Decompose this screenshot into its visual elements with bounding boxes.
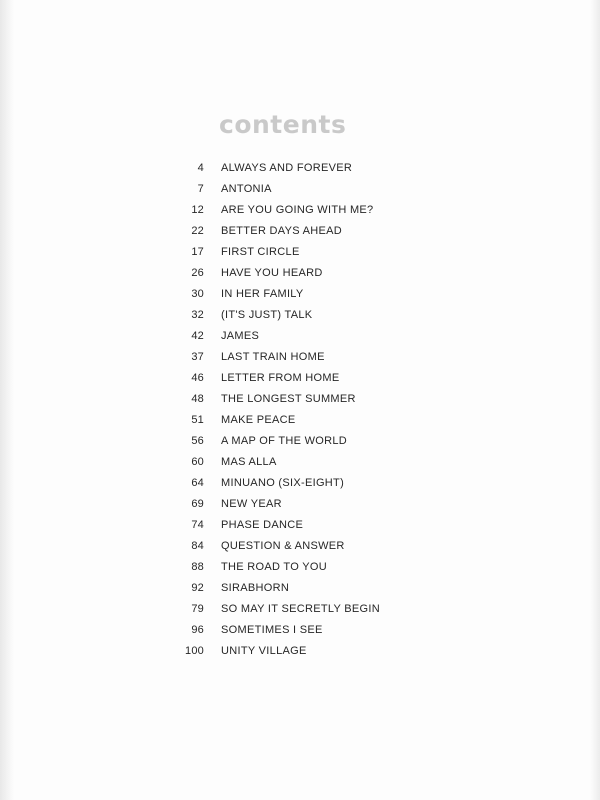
toc-entry-title: SOMETIMES I SEE <box>221 624 323 636</box>
toc-entry-page-number: 30 <box>191 288 204 300</box>
toc-entry-title: A MAP OF THE WORLD <box>221 435 348 447</box>
toc-entry-page-number: 84 <box>191 540 204 552</box>
toc-entry-page-number: 12 <box>191 204 204 216</box>
toc-entry-page-number: 51 <box>191 414 204 426</box>
toc-entry-title: LETTER FROM HOME <box>221 372 340 384</box>
toc-entry-title: LAST TRAIN HOME <box>221 351 325 363</box>
toc-entry[interactable] <box>150 368 470 389</box>
toc-entry[interactable] <box>150 494 470 515</box>
toc-entry[interactable] <box>150 305 470 326</box>
toc-entry[interactable] <box>150 158 470 179</box>
toc-entry-title: ARE YOU GOING WITH ME? <box>221 204 374 216</box>
toc-entry-title: ANTONIA <box>221 183 272 195</box>
toc-entry-title: BETTER DAYS AHEAD <box>221 225 343 237</box>
toc-entry-page-number: 17 <box>191 246 204 258</box>
toc-entry[interactable] <box>150 263 470 284</box>
toc-entry-title: MAKE PEACE <box>221 414 296 426</box>
toc-entry-page-number: 64 <box>191 477 204 489</box>
toc-entry-page-number: 7 <box>197 183 204 195</box>
toc-entry[interactable] <box>150 389 470 410</box>
toc-entry[interactable] <box>150 326 470 347</box>
toc-entry[interactable] <box>150 200 470 221</box>
toc-entry[interactable] <box>150 515 470 536</box>
toc-entry-page-number: 37 <box>191 351 204 363</box>
toc-entry-title: THE ROAD TO YOU <box>221 561 327 573</box>
toc-entry-page-number: 32 <box>191 309 204 321</box>
toc-entry-page-number: 74 <box>191 519 204 531</box>
toc-entry[interactable] <box>150 179 470 200</box>
toc-entry-title: UNITY VILLAGE <box>221 645 307 657</box>
toc-entry[interactable] <box>150 284 470 305</box>
toc-entry-title: JAMES <box>221 330 260 342</box>
toc-entry-title: SIRABHORN <box>221 582 290 594</box>
toc-entry-title: QUESTION & ANSWER <box>221 540 345 552</box>
toc-entry-page-number: 60 <box>191 456 204 468</box>
toc-entry[interactable] <box>150 473 470 494</box>
toc-entry[interactable] <box>150 452 470 473</box>
toc-entry-title: SO MAY IT SECRETLY BEGIN <box>221 603 381 615</box>
toc-entry-title: PHASE DANCE <box>221 519 304 531</box>
toc-entry[interactable] <box>150 599 470 620</box>
toc-entry-title: IN HER FAMILY <box>221 288 304 300</box>
toc-entry[interactable] <box>150 557 470 578</box>
toc-entry-title: MINUANO (SIX-EIGHT) <box>221 477 345 489</box>
page-title: contents <box>219 110 347 139</box>
toc-entry-page-number: 92 <box>191 582 204 594</box>
toc-entry-page-number: 100 <box>185 645 204 657</box>
toc-entry-page-number: 69 <box>191 498 204 510</box>
toc-entry[interactable] <box>150 536 470 557</box>
toc-entry-title: NEW YEAR <box>221 498 282 510</box>
toc-entry-page-number: 22 <box>191 225 204 237</box>
toc-entry[interactable] <box>150 221 470 242</box>
toc-entry-page-number: 79 <box>191 603 204 615</box>
toc-entry[interactable] <box>150 410 470 431</box>
toc-entry-title: THE LONGEST SUMMER <box>221 393 356 405</box>
toc-entry-title: FIRST CIRCLE <box>221 246 300 258</box>
table-of-contents <box>150 158 470 662</box>
toc-entry[interactable] <box>150 347 470 368</box>
toc-entry-page-number: 88 <box>191 561 204 573</box>
toc-entry-title: MAS ALLA <box>221 456 277 468</box>
toc-entry-page-number: 42 <box>191 330 204 342</box>
toc-entry-title: ALWAYS AND FOREVER <box>221 162 353 174</box>
toc-entry-title: HAVE YOU HEARD <box>221 267 323 279</box>
toc-entry[interactable] <box>150 578 470 599</box>
toc-entry-page-number: 96 <box>191 624 204 636</box>
toc-entry[interactable] <box>150 620 470 641</box>
toc-entry[interactable] <box>150 431 470 452</box>
toc-entry-page-number: 26 <box>191 267 204 279</box>
toc-entry-title: (IT'S JUST) TALK <box>221 309 313 321</box>
toc-entry-page-number: 4 <box>197 162 204 174</box>
toc-entry[interactable] <box>150 242 470 263</box>
toc-entry-page-number: 48 <box>191 393 204 405</box>
toc-entry-page-number: 56 <box>191 435 204 447</box>
toc-entry[interactable] <box>150 641 470 662</box>
toc-entry-page-number: 46 <box>191 372 204 384</box>
